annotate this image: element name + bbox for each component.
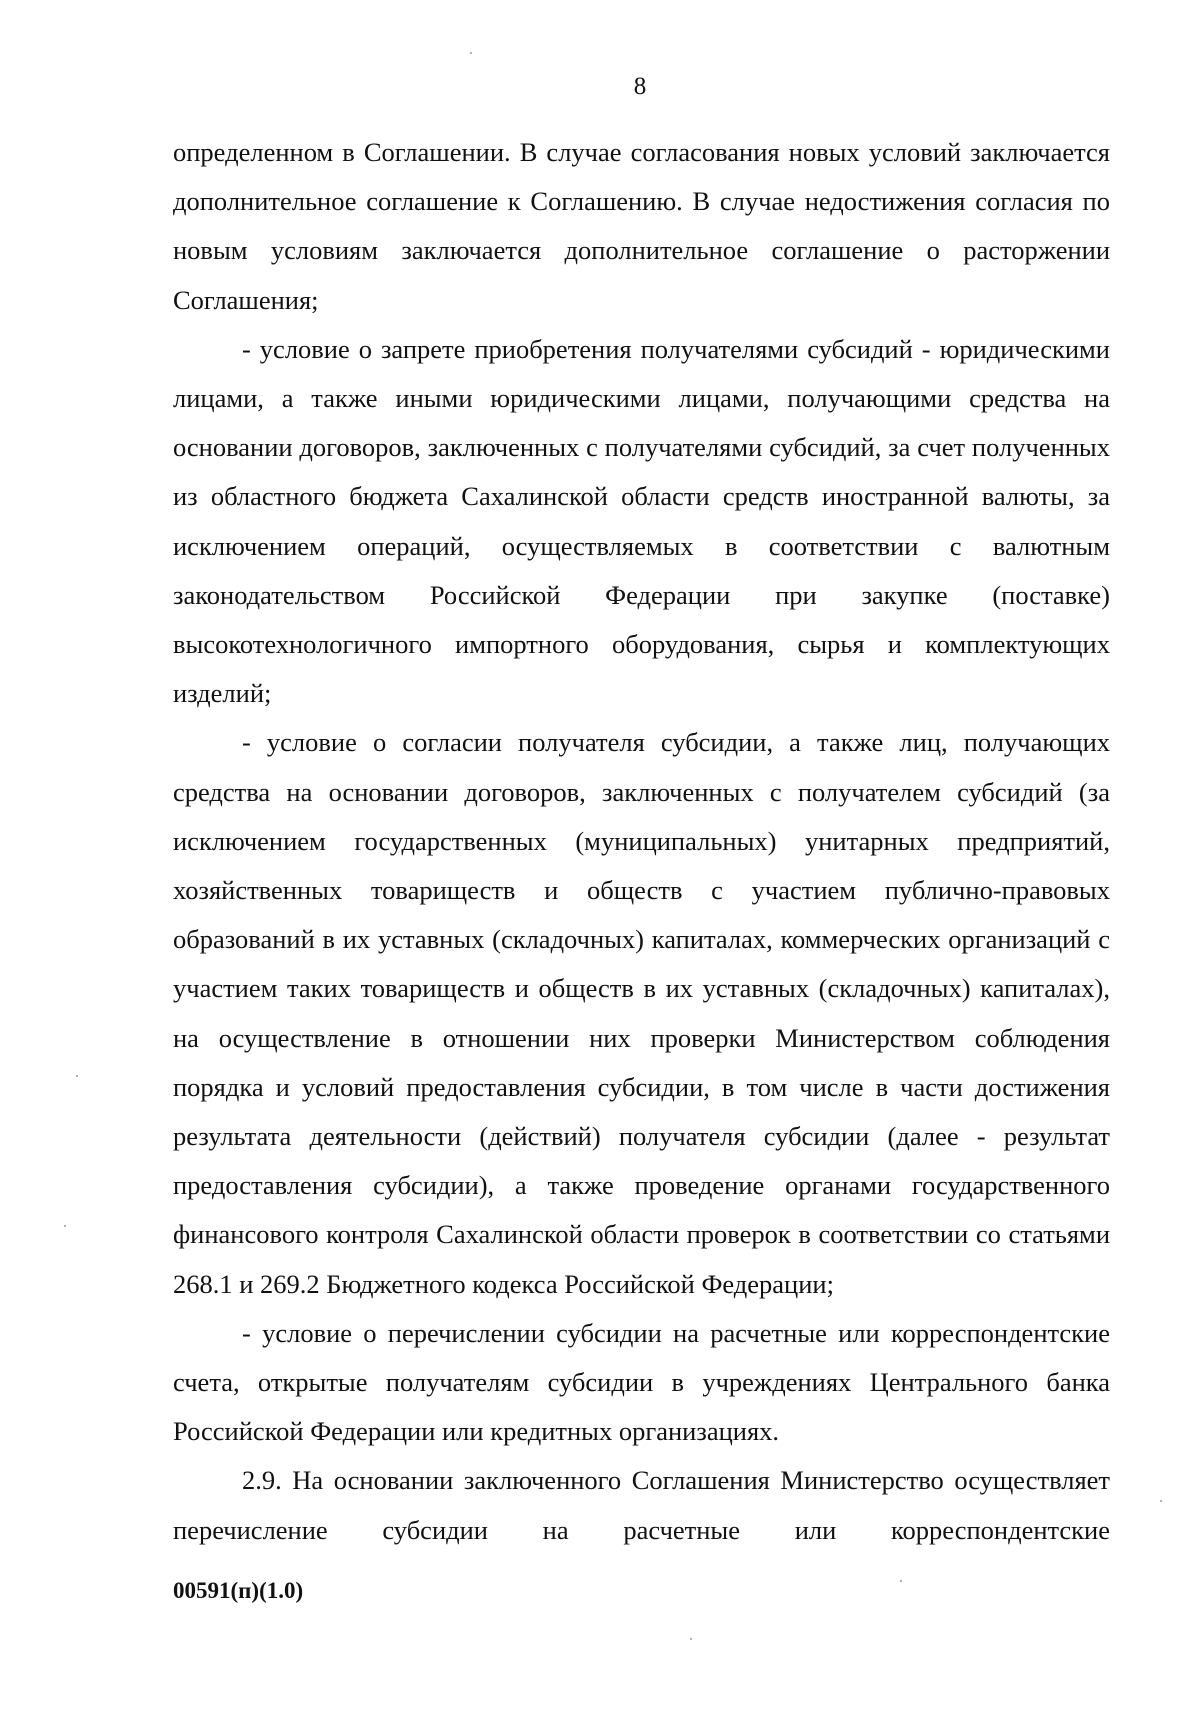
- scan-speck: [690, 1638, 692, 1640]
- page-number: 8: [633, 73, 647, 100]
- paragraph-consent-condition: - условие о согласии получателя субсидии, а также лиц, получающих средства на основании договоров, заключенных с получателем субсидий (за исключением государственных (муниципальных) унитарных предприятий, хозяйственных товариществ и обществ с участием публично-правовых образований в их уставных (складочных) капиталах, коммерческих организаций с участием таких товариществ и обществ в их уставных (складочных) капиталах), на осуществление в отношении них проверки Министерством соблюдения порядка и условий предоставления субсидии, в том числе в части достижения результата деятельности (действий) получателя субсидии (далее - результат предоставления субсидии), а также проведение органами государственного финансового контроля Сахалинской области проверок в соответствии со статьями 268.1 и 269.2 Бюджетного кодекса Российской Федерации;: [173, 727, 1110, 1299]
- paragraph-currency-condition: - условие о запрете приобретения получателями субсидий - юридическими лицами, а также иными юридическими лицами, получающими средства на основании договоров, заключенных с получателями субсидий, за счет полученных из областного бюджета Сахалинской области средств иностранной валюты, за исключением операций, осуществляемых в соответствии с валютным законодательством Российской Федерации при закупке (поставке) высокотехнологичного импортного оборудования, сырья и комплектующих изделий;: [173, 333, 1110, 709]
- scan-speck: [900, 1580, 902, 1582]
- paragraph-continuation: определенном в Соглашении. В случае согласования новых условий заключается дополнительное соглашение к Соглашению. В случае недостижения согласия по новым условиям заключается дополнительное соглашение о расторжении Соглашения;: [173, 137, 1110, 315]
- document-body: [173, 128, 1110, 1555]
- scan-speck: [1160, 1500, 1162, 1502]
- scan-speck: [64, 1225, 66, 1227]
- paragraph-transfer-condition: - условие о перечислении субсидии на расчетные или корреспондентские счета, открытые получателям субсидии в учреждениях Центрального банка Российской Федерации или кредитных организациях.: [173, 1317, 1110, 1447]
- paragraph-2-9: 2.9. На основании заключенного Соглашения Министерство осуществляет перечисление субсидии на расчетные или корреспондентские: [173, 1465, 1110, 1545]
- scan-speck: [76, 1075, 78, 1077]
- document-code-footer: 00591(п)(1.0): [173, 1578, 304, 1603]
- scan-speck: [470, 52, 472, 54]
